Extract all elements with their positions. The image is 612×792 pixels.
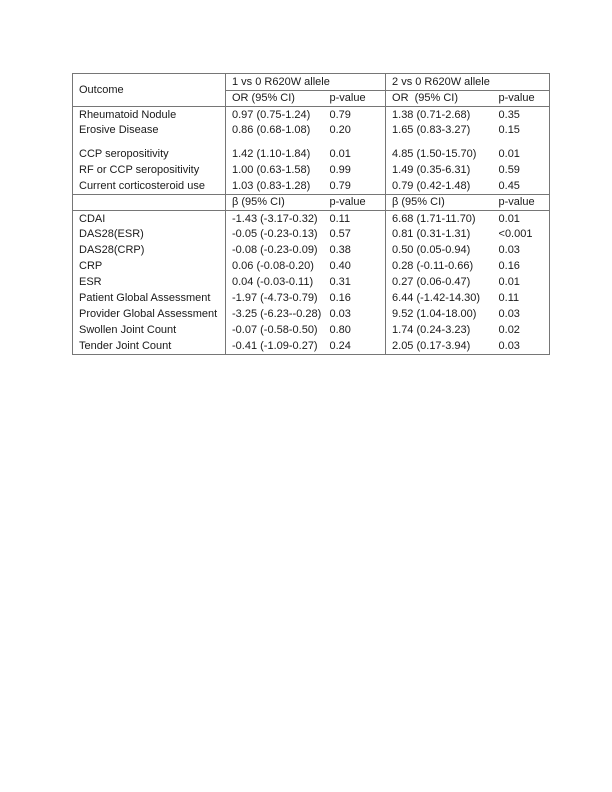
- p-value-cell: 0.01: [329, 148, 351, 161]
- beta-ci-column-header-1: β (95% CI): [226, 195, 324, 211]
- p-value-cell: <0.001: [498, 228, 533, 241]
- table-row-das28-crp: [73, 243, 550, 259]
- p-value-cell: 0.16: [329, 292, 351, 305]
- table-row-current-corticosteroid-use: [73, 179, 550, 195]
- beta-ci-cell: -0.41 (-1.09-0.27): [226, 339, 324, 355]
- outcome-cell: CDAI: [79, 212, 106, 225]
- table-row-das28-esr: [73, 227, 550, 243]
- p-value-cell: 0.16: [498, 260, 520, 273]
- p-value-cell: 0.38: [329, 244, 351, 257]
- beta-ci-cell: 0.27 (0.06-0.47): [386, 275, 493, 291]
- p-value-column-header-2: p-value: [493, 195, 550, 211]
- beta-ci-cell: -0.05 (-0.23-0.13): [226, 227, 324, 243]
- p-value-cell: 0.57: [329, 228, 351, 241]
- outcome-cell: DAS28(CRP): [79, 244, 145, 257]
- beta-ci-cell: -3.25 (-6.23--0.28): [226, 307, 324, 323]
- beta-ci-cell: 2.05 (0.17-3.94): [386, 339, 493, 355]
- p-value-cell: 0.40: [329, 260, 351, 273]
- p-value-cell: 0.03: [498, 308, 520, 321]
- table-row-rheumatoid-nodule: [73, 107, 550, 123]
- p-value-cell: 0.31: [329, 276, 351, 289]
- beta-ci-cell: 0.50 (0.05-0.94): [386, 243, 493, 259]
- outcome-cell: Provider Global Assessment: [79, 308, 218, 321]
- or-ci-cell: 0.79 (0.42-1.48): [386, 179, 493, 195]
- p-value-cell: 0.20: [329, 124, 351, 137]
- or-ci-column-header-2: OR (95% CI): [386, 91, 493, 107]
- beta-ci-cell: 1.74 (0.24-3.23): [386, 323, 493, 339]
- outcome-cell: DAS28(ESR): [79, 228, 144, 241]
- p-value-cell: 0.15: [498, 124, 520, 137]
- or-ci-cell: 1.42 (1.10-1.84): [226, 139, 324, 163]
- table-row-erosive-disease: [73, 123, 550, 139]
- beta-ci-cell: -1.43 (-3.17-0.32): [226, 211, 324, 227]
- p-value-column-header-2: p-value: [493, 91, 550, 107]
- or-ci-cell: 0.97 (0.75-1.24): [226, 107, 324, 123]
- p-value-cell: 0.11: [329, 212, 351, 225]
- results-table: [72, 73, 550, 355]
- table-row-esr: [73, 275, 550, 291]
- p-value-column-header-1: p-value: [324, 91, 386, 107]
- outcome-cell: Erosive Disease: [79, 124, 159, 137]
- beta-ci-cell: 6.44 (-1.42-14.30): [386, 291, 493, 307]
- outcome-column-header: Outcome: [73, 74, 226, 107]
- table-row-cdai: [73, 211, 550, 227]
- or-ci-cell: 1.38 (0.71-2.68): [386, 107, 493, 123]
- empty-cell: [73, 195, 226, 211]
- table-row-tender-joint-count: [73, 339, 550, 355]
- outcome-cell: CRP: [79, 260, 103, 273]
- p-value-cell: 0.45: [493, 179, 550, 195]
- p-value-cell: 0.99: [329, 164, 351, 177]
- p-value-cell: 0.79: [329, 108, 351, 121]
- p-value-cell: 0.03: [498, 244, 520, 257]
- or-ci-cell: 1.03 (0.83-1.28): [226, 179, 324, 195]
- beta-ci-cell: 0.06 (-0.08-0.20): [226, 259, 324, 275]
- group-header-1vs0: 1 vs 0 R620W allele: [226, 74, 386, 91]
- table-row-swollen-joint-count: [73, 323, 550, 339]
- outcome-cell: CCP seropositivity: [79, 148, 169, 161]
- table-row-ccp-seropositivity: [73, 139, 550, 163]
- or-ci-cell: 1.65 (0.83-3.27): [386, 123, 493, 139]
- beta-ci-cell: 6.68 (1.71-11.70): [386, 211, 493, 227]
- outcome-cell: ESR: [79, 276, 102, 289]
- p-value-cell: 0.03: [329, 308, 351, 321]
- beta-ci-cell: 0.04 (-0.03-0.11): [226, 275, 324, 291]
- p-value-cell: 0.02: [498, 324, 520, 337]
- outcome-cell: Swollen Joint Count: [79, 324, 177, 337]
- p-value-cell: 0.03: [498, 340, 520, 353]
- outcome-cell: Tender Joint Count: [79, 340, 172, 353]
- table-row-provider-global-assessment: [73, 307, 550, 323]
- p-value-cell: 0.35: [498, 108, 520, 121]
- beta-subheader-row: [73, 195, 550, 211]
- or-ci-cell: 4.85 (1.50-15.70): [386, 139, 493, 163]
- table-row-rf-or-ccp-seropositivity: [73, 163, 550, 179]
- p-value-cell: 0.01: [498, 148, 520, 161]
- outcome-cell: Current corticosteroid use: [73, 179, 226, 195]
- outcome-cell: RF or CCP seropositivity: [79, 164, 200, 177]
- or-ci-column-header-1: OR (95% CI): [226, 91, 324, 107]
- or-ci-cell: 0.86 (0.68-1.08): [226, 123, 324, 139]
- beta-ci-column-header-2: β (95% CI): [386, 195, 493, 211]
- beta-ci-cell: 9.52 (1.04-18.00): [386, 307, 493, 323]
- p-value-column-header-1: p-value: [324, 195, 386, 211]
- beta-ci-cell: 0.81 (0.31-1.31): [386, 227, 493, 243]
- outcome-cell: Patient Global Assessment: [79, 292, 211, 305]
- p-value-cell: 0.59: [498, 164, 520, 177]
- p-value-cell: 0.79: [324, 179, 386, 195]
- p-value-cell: 0.24: [329, 340, 351, 353]
- or-ci-cell: 1.49 (0.35-6.31): [386, 163, 493, 179]
- beta-ci-cell: -0.08 (-0.23-0.09): [226, 243, 324, 259]
- p-value-cell: 0.01: [498, 212, 520, 225]
- outcome-cell: Rheumatoid Nodule: [79, 108, 177, 121]
- table-row-crp: [73, 259, 550, 275]
- beta-ci-cell: -1.97 (-4.73-0.79): [226, 291, 324, 307]
- p-value-cell: 0.80: [329, 324, 351, 337]
- table-row-patient-global-assessment: [73, 291, 550, 307]
- beta-ci-cell: 0.28 (-0.11-0.66): [386, 259, 493, 275]
- beta-ci-cell: -0.07 (-0.58-0.50): [226, 323, 324, 339]
- or-ci-cell: 1.00 (0.63-1.58): [226, 163, 324, 179]
- group-header-2vs0: 2 vs 0 R620W allele: [386, 74, 550, 91]
- p-value-cell: 0.11: [498, 292, 520, 305]
- p-value-cell: 0.01: [498, 276, 520, 289]
- group-header-row: [73, 74, 550, 91]
